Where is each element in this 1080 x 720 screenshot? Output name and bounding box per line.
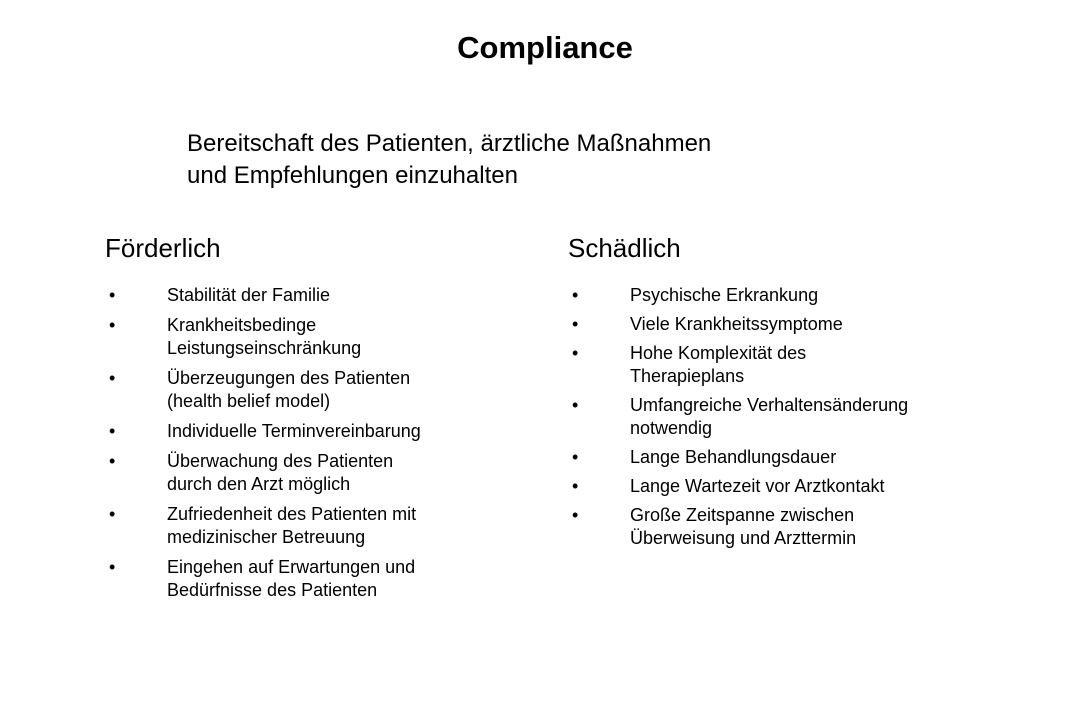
definition-text [187,128,947,192]
list-item-text: (health belief model) [167,391,331,411]
list-item [568,394,1028,440]
bullet-icon: • [109,368,116,388]
list-item-text: Viele Krankheitssymptome [630,314,843,334]
list-item-text: Individuelle Terminvereinbarung [167,421,421,441]
list-item-text: medizinischer Betreuung [167,527,366,547]
foerderlich-column [105,232,525,609]
bullet-icon: • [109,285,116,305]
list-item [568,284,1028,307]
list-item [105,314,525,360]
bullet-icon: • [572,395,579,415]
foerderlich-heading: Förderlich [105,233,221,263]
page-title: Compliance [457,30,633,65]
definition-line-1: Bereitschaft des Patienten, ärztliche Maßnahmen [187,130,712,157]
list-item-text: Psychische Erkrankung [630,285,819,305]
bullet-icon: • [572,343,579,363]
list-item-text: Krankheitsbedinge [167,315,317,335]
list-item-text: Leistungseinschränkung [167,338,362,358]
schaedlich-column [568,232,1028,556]
bullet-icon: • [572,314,579,334]
list-item-text: Zufriedenheit des Patienten mit [167,504,417,524]
bullet-icon: • [572,505,579,525]
definition-line-2: und Empfehlungen einzuhalten [187,162,518,189]
foerderlich-list [105,284,525,602]
bullet-icon: • [109,557,116,577]
bullet-icon: • [572,447,579,467]
list-item-text: Überweisung und Arzttermin [630,528,857,548]
schaedlich-list [568,284,1028,550]
list-item [568,475,1028,498]
list-item-text: Hohe Komplexität des [630,343,807,363]
list-item [105,420,525,443]
bullet-icon: • [572,476,579,496]
list-item [568,504,1028,550]
bullet-icon: • [109,421,116,441]
list-item [105,556,525,602]
list-item-text: durch den Arzt möglich [167,474,351,494]
list-item [105,450,525,496]
bullet-icon: • [109,504,116,524]
bullet-icon: • [109,315,116,335]
bullet-icon: • [572,285,579,305]
list-item [105,367,525,413]
list-item-text: notwendig [630,418,713,438]
list-item-text: Bedürfnisse des Patienten [167,580,378,600]
list-item [568,313,1028,336]
list-item-text: Lange Wartezeit vor Arztkontakt [630,476,885,496]
bullet-icon: • [109,451,116,471]
list-item-text: Überzeugungen des Patienten [167,368,411,388]
schaedlich-heading: Schädlich [568,233,681,263]
list-item [105,503,525,549]
list-item-text: Überwachung des Patienten [167,451,394,471]
list-item-text: Große Zeitspanne zwischen [630,505,855,525]
list-item [568,342,1028,388]
list-item-text: Therapieplans [630,366,745,386]
list-item-text: Stabilität der Familie [167,285,331,305]
list-item-text: Eingehen auf Erwartungen und [167,557,416,577]
list-item-text: Umfangreiche Verhaltensänderung [630,395,909,415]
list-item [568,446,1028,469]
list-item [105,284,525,307]
list-item-text: Lange Behandlungsdauer [630,447,837,467]
